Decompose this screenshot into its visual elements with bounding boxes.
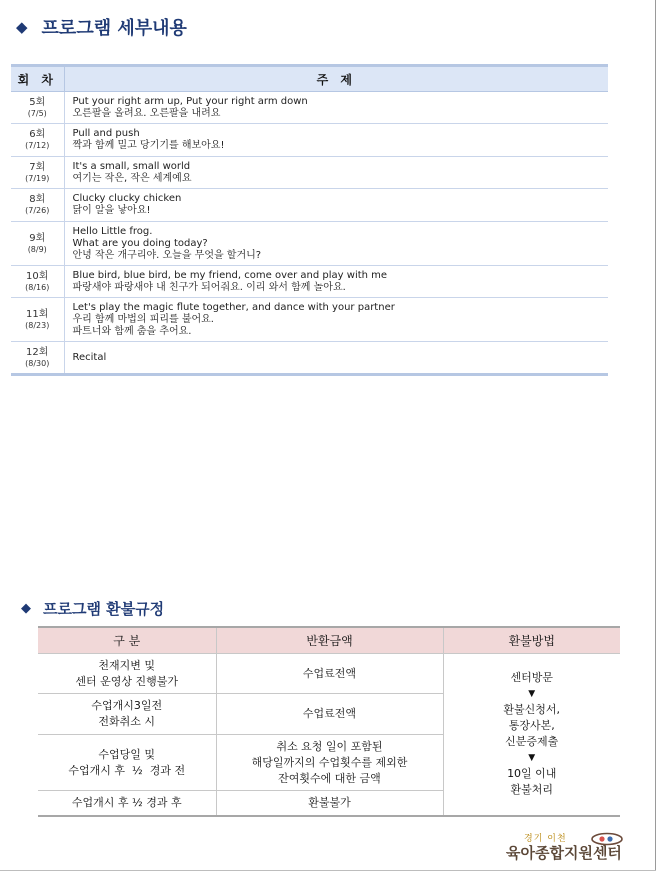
topic-cell	[64, 124, 608, 157]
amount-line: 해당일까지의 수업횟수를 제외한	[251, 755, 408, 769]
down-arrow-icon: ▼	[528, 689, 536, 700]
amount-cell	[216, 654, 443, 694]
category-line: 천재지변 및	[98, 658, 156, 672]
topic-cell	[64, 342, 608, 375]
topic-line: Let's play the magic flute together, and dance with your partner	[72, 301, 395, 313]
category-line: 전화취소 시	[98, 715, 156, 728]
session-cell	[11, 222, 64, 266]
schedule-row	[11, 157, 608, 189]
method-column-header: 환불방법	[443, 627, 620, 654]
amount-line: 환불불가	[308, 795, 351, 809]
category-line: 수업당일 및	[98, 747, 156, 761]
refund-row	[38, 654, 620, 694]
topic-cell	[64, 157, 608, 189]
schedule-row	[11, 92, 608, 124]
category-line: 센터 운영상 진행불가	[75, 674, 179, 688]
session-cell	[11, 157, 64, 189]
schedule-row	[11, 266, 608, 298]
method-step-docs: 통장사본,	[508, 719, 555, 733]
center-logo	[502, 830, 632, 864]
session-number: 7회	[29, 161, 46, 173]
session-date: (7/26)	[25, 206, 50, 215]
topic-line: 닭이 알을 낳아요!	[72, 205, 151, 216]
topic-line: What are you doing today?	[72, 237, 208, 249]
category-cell	[38, 654, 216, 694]
topic-cell	[64, 189, 608, 222]
logo-small-text: 경기 이천	[524, 834, 567, 844]
topic-line: Blue bird, blue bird, be my friend, come over and play with me	[72, 269, 388, 281]
session-date: (8/23)	[25, 320, 50, 330]
topic-cell	[64, 266, 608, 298]
session-cell	[11, 124, 64, 157]
amount-line: 잔여횟수에 대한 금액	[278, 771, 381, 785]
schedule-table	[11, 64, 608, 376]
schedule-row	[11, 124, 608, 157]
program-details-title: 프로그램 세부내용	[41, 18, 187, 39]
category-cell	[38, 791, 216, 816]
program-details-heading	[16, 14, 187, 40]
topic-cell	[64, 92, 608, 124]
schedule-row	[11, 222, 608, 266]
session-number: 6회	[29, 129, 46, 140]
session-cell	[11, 266, 64, 298]
topic-line: 안녕 작은 개구리야. 오늘을 무엇을 할거니?	[72, 249, 262, 261]
amount-column-header: 반환금액	[216, 627, 443, 654]
amount-line: 수업료전액	[302, 666, 357, 680]
method-step-process: 환불처리	[510, 783, 553, 797]
method-step-docs: 환불신청서,	[503, 703, 561, 717]
schedule-row	[11, 189, 608, 222]
topic-line: 여기는 작은, 작은 세계예요	[72, 172, 192, 184]
session-cell	[11, 189, 64, 222]
refund-policy-heading	[21, 598, 164, 619]
amount-cell	[216, 735, 443, 791]
category-cell	[38, 694, 216, 735]
topic-column-header: 주 제	[64, 66, 608, 92]
topic-line: 오른팔을 올려요. 오른팔을 내려요	[72, 107, 221, 119]
category-column-header: 구 분	[38, 627, 216, 654]
refund-policy-title: 프로그램 환불규정	[43, 600, 165, 618]
topic-line: Clucky clucky chicken	[72, 193, 182, 204]
method-step-process: 10일 이내	[507, 767, 557, 781]
topic-line: 파랑새야 파랑새야 내 친구가 되어줘요. 이리 와서 함께 놀아요.	[72, 281, 346, 293]
session-date: (7/12)	[25, 141, 50, 150]
amount-line: 취소 요청 일이 포함된	[276, 739, 383, 753]
topic-line: 파트너와 함께 춤을 추어요.	[72, 325, 192, 337]
session-column-header: 회 차	[11, 66, 64, 92]
session-date: (7/5)	[27, 108, 47, 118]
session-date: (8/16)	[25, 282, 50, 292]
diamond-bullet-icon: ◆	[21, 601, 31, 616]
session-date: (7/19)	[25, 173, 50, 183]
down-arrow-icon: ▼	[528, 753, 536, 764]
method-step-visit: 센터방문	[510, 671, 553, 685]
topic-line: It's a small, small world	[72, 160, 191, 172]
method-step-docs: 신분증제출	[505, 735, 559, 749]
schedule-header-row	[11, 66, 608, 92]
session-number: 9회	[29, 232, 46, 244]
session-number: 5회	[29, 96, 46, 108]
topic-line: 우리 함께 마법의 피리를 불어요.	[72, 313, 214, 325]
topic-cell	[64, 222, 608, 266]
schedule-row	[11, 298, 608, 342]
schedule-row	[11, 342, 608, 375]
session-number: 12회	[26, 346, 49, 358]
category-line: 수업개시 후 ½ 경과 전	[68, 763, 186, 777]
category-line: 수업개시 후 ½ 경과 후	[71, 795, 182, 809]
amount-line: 수업료전액	[302, 707, 357, 720]
session-date: (8/30)	[25, 358, 50, 368]
category-line: 수업개시3일전	[91, 699, 163, 712]
session-cell	[11, 342, 64, 375]
refund-table	[38, 626, 620, 817]
topic-cell	[64, 298, 608, 342]
topic-line: Put your right arm up, Put your right arm down	[72, 95, 308, 107]
category-cell	[38, 735, 216, 791]
topic-line: 짝과 함께 밀고 당기기를 해보아요!	[72, 140, 225, 151]
refund-header-row	[38, 627, 620, 654]
session-number: 10회	[26, 270, 49, 282]
logo-main-text: 육아종합지원센터	[506, 844, 622, 862]
diamond-bullet-icon: ◆	[16, 18, 28, 36]
session-cell	[11, 298, 64, 342]
amount-cell	[216, 791, 443, 816]
session-number: 8회	[29, 194, 46, 205]
refund-method-cell	[443, 654, 620, 816]
topic-line: Hello Little frog.	[72, 225, 153, 237]
topic-line: Pull and push	[72, 128, 140, 139]
session-cell	[11, 92, 64, 124]
topic-line: Recital	[72, 351, 107, 363]
session-number: 11회	[26, 308, 49, 320]
session-date: (8/9)	[27, 244, 47, 254]
amount-cell	[216, 694, 443, 735]
